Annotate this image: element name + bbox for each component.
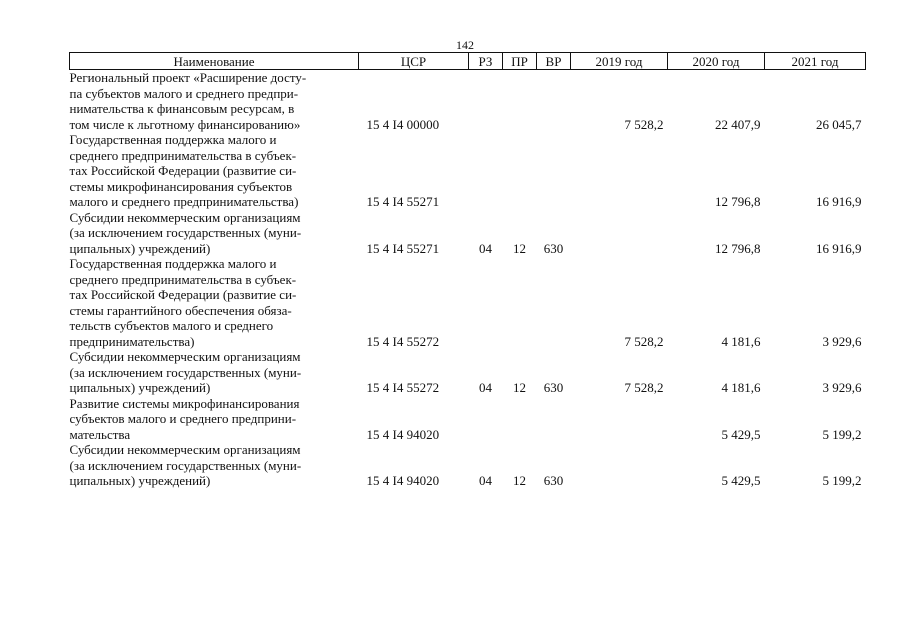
amount-2021-cell: 3 929,6 xyxy=(822,333,862,349)
pr-cell: 12 xyxy=(513,240,526,256)
row-name-line: тах Российской Федерации (развитие си- xyxy=(69,287,297,302)
amount-2020-cell: 4 181,6 xyxy=(721,333,761,349)
row-name-line: стемы микрофинансирования субъектов xyxy=(69,178,293,194)
row-name-line: ципальных) учреждений) xyxy=(69,473,211,488)
row-name-line: Субсидии некоммерческим организациям xyxy=(69,349,301,364)
header-csr: ЦСР xyxy=(359,53,469,70)
amount-2020-cell: 5 429,5 xyxy=(721,473,761,488)
row-name-line: (за исключением государственных (муни- xyxy=(69,225,302,240)
row-name-line: ципальных) учреждений) xyxy=(69,380,211,395)
header-2019: 2019 год xyxy=(571,53,668,70)
csr-cell: 15 4 I4 55272 xyxy=(366,333,440,349)
csr-cell: 15 4 I4 94020 xyxy=(366,426,440,442)
row-name-line: Региональный проект «Расширение досту- xyxy=(69,70,307,85)
header-2020: 2020 год xyxy=(668,53,765,70)
pr-cell xyxy=(503,132,537,210)
table-row xyxy=(70,396,866,443)
table-row xyxy=(70,256,866,349)
pr-cell: 12 xyxy=(513,473,526,488)
row-name-line: Развитие системы микрофинансирования xyxy=(69,395,300,411)
row-name-line: Государственная поддержка малого и xyxy=(69,256,277,271)
row-name-line: мательства xyxy=(69,426,131,442)
row-name-line: Государственная поддержка малого и xyxy=(69,132,277,147)
rz-cell: 04 xyxy=(479,473,492,488)
table-row xyxy=(70,132,866,210)
amount-2019-cell xyxy=(571,442,668,489)
amount-2021-cell: 5 199,2 xyxy=(822,426,862,442)
header-2021: 2021 год xyxy=(765,53,866,70)
vr-cell xyxy=(537,396,571,443)
row-name-line: стемы гарантийного обеспечения обяза- xyxy=(69,302,292,318)
header-pr: ПР xyxy=(503,53,537,70)
vr-cell: 630 xyxy=(543,473,564,488)
header-rz: РЗ xyxy=(469,53,503,70)
table-header-row xyxy=(70,53,866,70)
row-name-line: том числе к льготному финансированию» xyxy=(69,116,301,132)
row-name-line: па субъектов малого и среднего предпри- xyxy=(69,85,299,101)
page-number: 142 xyxy=(456,38,474,52)
row-name-cell xyxy=(70,442,359,489)
row-name-line: Субсидии некоммерческим организациям xyxy=(69,442,301,457)
amount-2019-cell: 7 528,2 xyxy=(624,380,664,395)
table-row xyxy=(70,70,866,133)
vr-cell xyxy=(537,256,571,349)
rz-cell xyxy=(469,132,503,210)
amount-2021-cell: 5 199,2 xyxy=(822,473,862,488)
table-row xyxy=(70,349,866,396)
amount-2021-cell: 16 916,9 xyxy=(816,240,862,256)
row-name-cell xyxy=(70,70,359,133)
header-name: Наименование xyxy=(70,53,359,70)
vr-cell xyxy=(537,70,571,133)
pr-cell xyxy=(503,70,537,133)
amount-2020-cell: 22 407,9 xyxy=(715,116,761,132)
amount-2019-cell xyxy=(571,210,668,257)
vr-cell: 630 xyxy=(543,240,564,256)
header-vr: ВР xyxy=(537,53,571,70)
amount-2021-cell: 16 916,9 xyxy=(816,194,862,209)
rz-cell: 04 xyxy=(479,380,492,395)
row-name-cell xyxy=(70,210,359,257)
csr-cell: 15 4 I4 94020 xyxy=(366,473,440,488)
pr-cell: 12 xyxy=(513,380,526,395)
amount-2021-cell: 3 929,6 xyxy=(822,380,862,395)
csr-cell: 15 4 I4 55272 xyxy=(366,380,440,395)
csr-cell: 15 4 I4 55271 xyxy=(366,194,440,209)
row-name-cell xyxy=(70,256,359,349)
row-name-cell xyxy=(70,349,359,396)
budget-table xyxy=(69,52,866,489)
rz-cell: 04 xyxy=(479,240,492,256)
row-name-line: тах Российской Федерации (развитие си- xyxy=(69,163,297,178)
table-row xyxy=(70,210,866,257)
amount-2020-cell: 5 429,5 xyxy=(721,426,761,442)
row-name-line: Субсидии некоммерческим организациям xyxy=(69,209,301,225)
table-row xyxy=(70,442,866,489)
amount-2021-cell: 26 045,7 xyxy=(816,116,862,132)
row-name-line: ципальных) учреждений) xyxy=(69,240,211,256)
pr-cell xyxy=(503,396,537,443)
row-name-cell xyxy=(70,396,359,443)
row-name-line: (за исключением государственных (муни- xyxy=(69,457,302,473)
amount-2020-cell: 12 796,8 xyxy=(715,194,761,209)
amount-2019-cell: 7 528,2 xyxy=(624,116,664,132)
csr-cell: 15 4 I4 00000 xyxy=(366,116,440,132)
pr-cell xyxy=(503,256,537,349)
vr-cell: 630 xyxy=(543,380,564,395)
amount-2019-cell xyxy=(571,132,668,210)
rz-cell xyxy=(469,396,503,443)
row-name-line: малого и среднего предпринимательства) xyxy=(69,194,299,209)
vr-cell xyxy=(537,132,571,210)
amount-2020-cell: 12 796,8 xyxy=(715,240,761,256)
row-name-cell xyxy=(70,132,359,210)
row-name-line: предпринимательства) xyxy=(69,333,195,349)
row-name-line: среднего предпринимательства в субъек- xyxy=(69,271,297,287)
csr-cell: 15 4 I4 55271 xyxy=(366,240,440,256)
row-name-line: нимательства к финансовым ресурсам, в xyxy=(69,101,295,116)
rz-cell xyxy=(469,256,503,349)
row-name-line: (за исключением государственных (муни- xyxy=(69,364,302,380)
rz-cell xyxy=(469,70,503,133)
row-name-line: тельств субъектов малого и среднего xyxy=(69,318,274,333)
amount-2019-cell xyxy=(571,396,668,443)
row-name-line: среднего предпринимательства в субъек- xyxy=(69,147,297,163)
row-name-line: субъектов малого и среднего предприни- xyxy=(69,411,297,426)
amount-2020-cell: 4 181,6 xyxy=(721,380,761,395)
amount-2019-cell: 7 528,2 xyxy=(624,333,664,349)
